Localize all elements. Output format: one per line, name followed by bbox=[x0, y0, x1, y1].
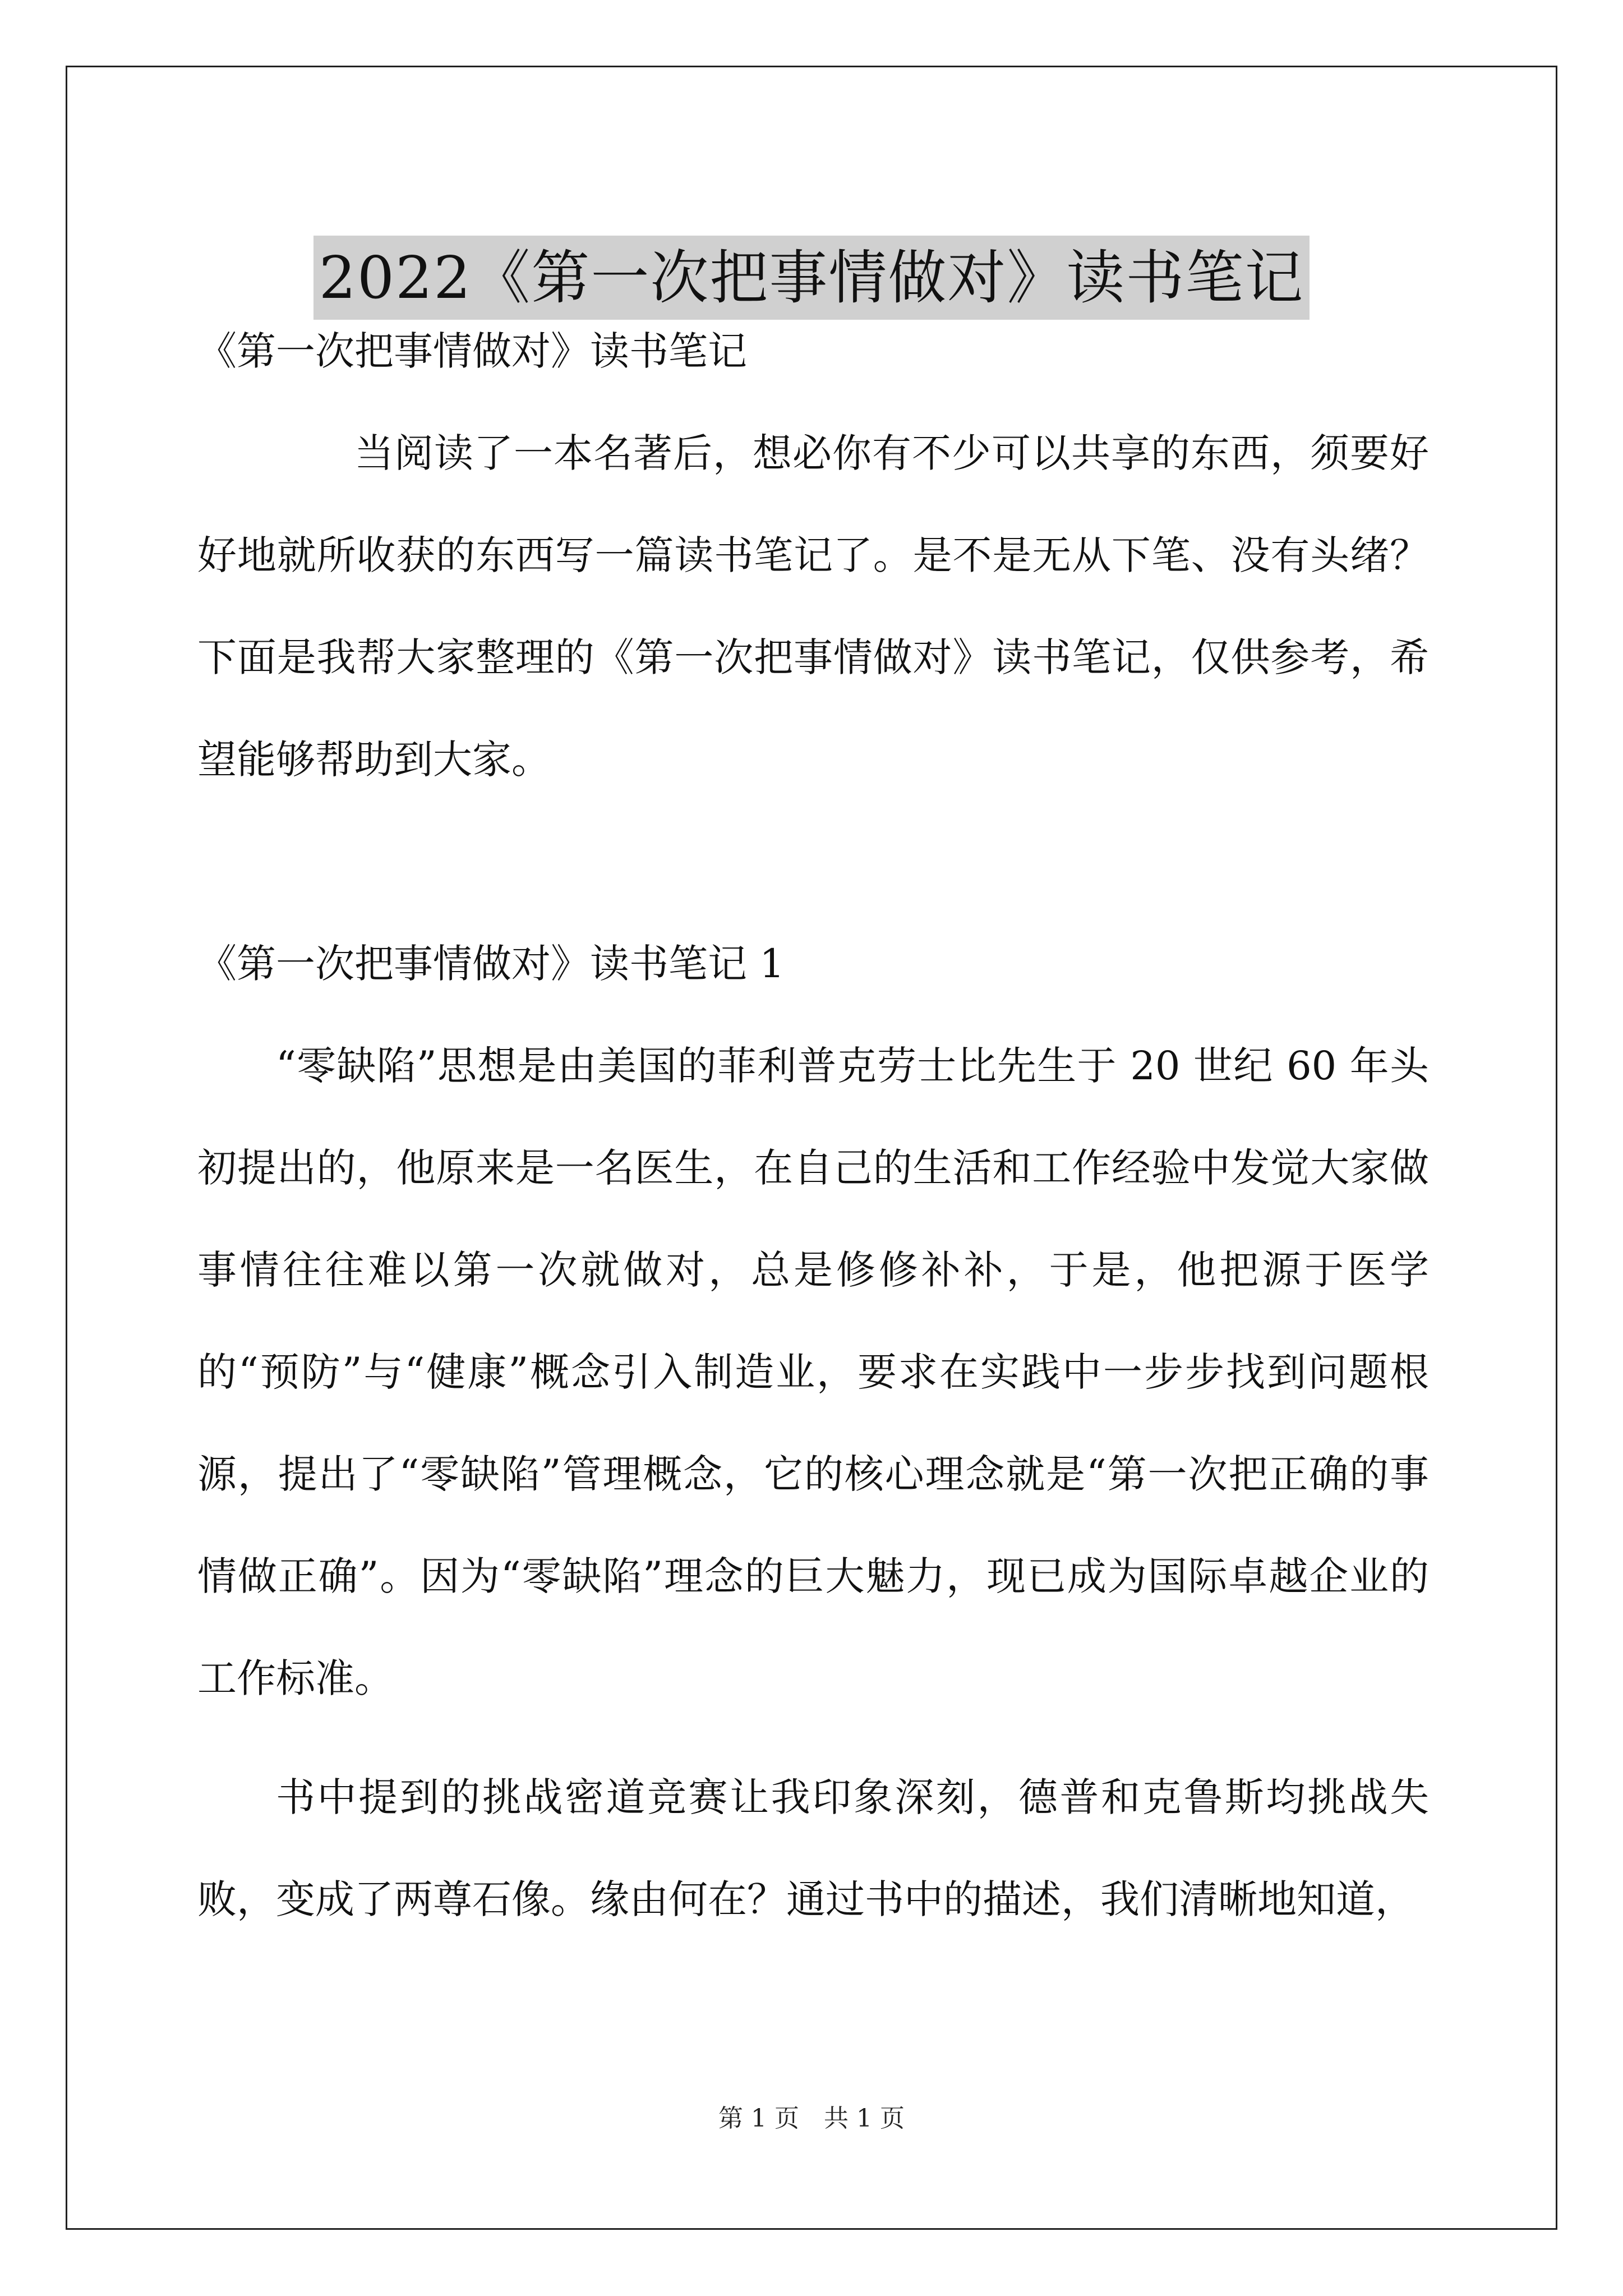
intro-heading: 《第一次把事情做对》读书笔记 bbox=[197, 328, 747, 374]
paragraph-2: 书中提到的挑战密道竞赛让我印象深刻，德普和克鲁斯均挑战失败，变成了两尊石像。缘由何在？通过书中的描述，我们清晰地知道， bbox=[197, 1774, 1429, 1922]
paragraph-gap bbox=[197, 1729, 1429, 1746]
paragraph-1: “零缺陷”思想是由美国的菲利普克劳士比先生于 20 世纪 60 年头初提出的，他原来是一名医生，在自己的生活和工作经验中发觉大家做事情往往难以第一次就做对，总是修修补补，于是，他把源于医学的“预防”与“健康”概念引入制造业，要求在实践中一步步找到问题根源，提出了“零缺陷”管理概念，它的核心理念就是“第一次把正确的事情做正确”。因为“零缺陷”理念的巨大魅力，现已成为国际卓越企业的工作标准。 bbox=[197, 1043, 1429, 1701]
page-number: 第 1 页 bbox=[718, 2104, 799, 2133]
section-heading: 《第一次把事情做对》读书笔记 1 bbox=[197, 941, 785, 987]
intro-paragraph: 当阅读了一本名著后，想必你有不少可以共享的东西，须要好好地就所收获的东西写一篇读书笔记了。是不是无从下笔、没有头绪？下面是我帮大家整理的《第一次把事情做对》读书笔记，仅供参考，希望能够帮助到大家。 bbox=[197, 430, 1429, 783]
document-body bbox=[197, 300, 1429, 1950]
section-spacer bbox=[197, 811, 1429, 913]
page-total: 共 1 页 bbox=[824, 2104, 905, 2133]
document-title: 2022《第一次把事情做对》读书笔记 bbox=[313, 236, 1310, 320]
page-footer bbox=[0, 2098, 1623, 2134]
